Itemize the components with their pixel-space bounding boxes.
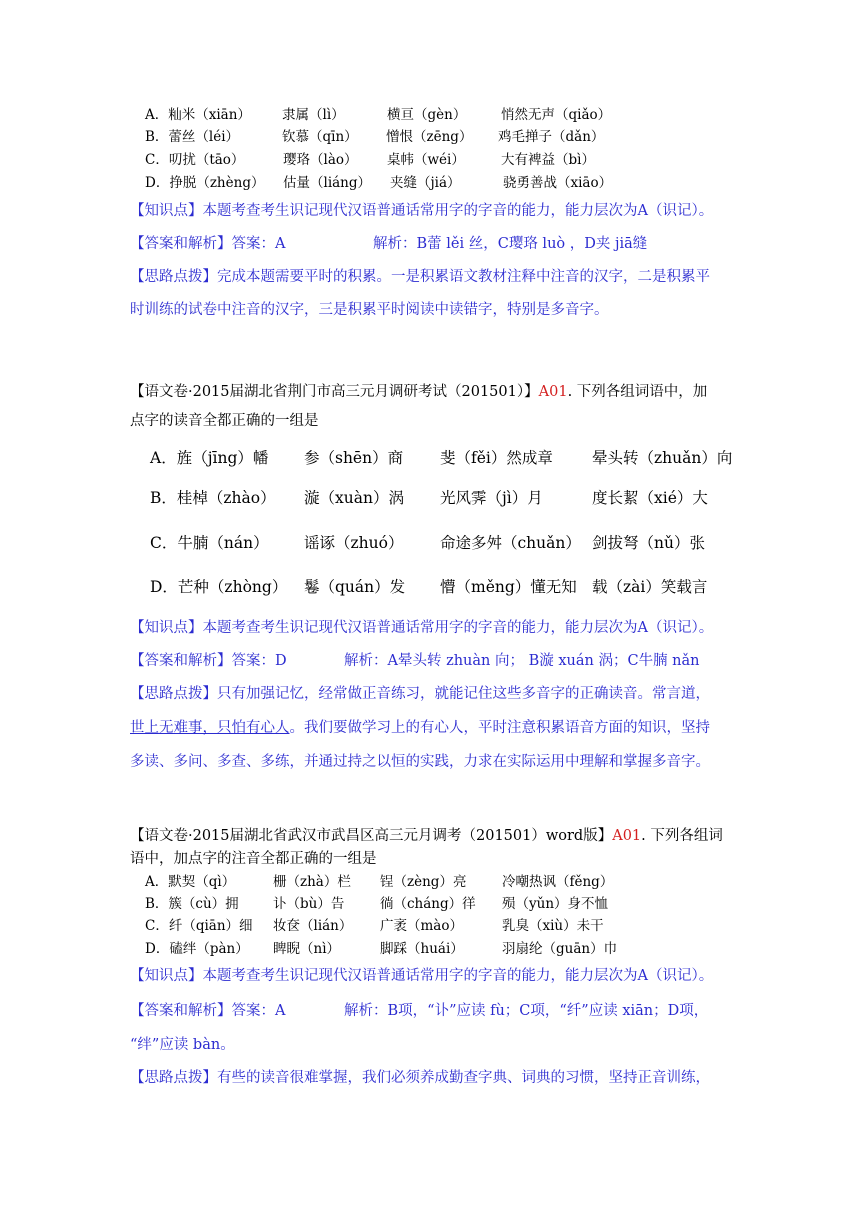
option-item: 光风霁（jì）月	[440, 489, 543, 507]
knowledge-text: 本题考查考生识记现代汉语普通话常用字的字音的能力，能力层次为A（识记）。	[202, 203, 714, 219]
knowledge-label: 【知识点】	[130, 620, 203, 636]
option-item: 脚踩（huái）	[380, 941, 464, 957]
option-item: 晕头转（zhuǎn）向	[592, 449, 733, 467]
tips-continued	[130, 721, 710, 736]
knowledge-text: 本题考查考生识记现代汉语普通话常用字的字音的能力，能力层次为A（识记）。	[202, 620, 714, 636]
analysis-text: 解析：B蕾 lěi 丝，C璎珞 luò ，D夹 jiā缝	[373, 236, 648, 252]
question-text: . 下列各组词	[641, 828, 723, 844]
option-item: 度长絜（xié）大	[592, 489, 708, 507]
option-item: C．叨扰（tāo）	[145, 152, 245, 168]
option-item: D．挣脱（zhèng）	[145, 175, 265, 191]
option-item: 睥睨（nì）	[273, 941, 341, 957]
tips-text: 有些的读音很难掌握，我们必须养成勤查字典、词典的习惯，坚持正音训练，	[217, 1070, 710, 1086]
option-item: 栅（zhà）栏	[273, 874, 351, 890]
question-code: A01	[612, 828, 642, 844]
question-text: . 下列各组词语中，加	[567, 384, 708, 400]
option-item: 鬈（quán）发	[304, 578, 406, 596]
option-item: B．桂棹（zhào）	[150, 489, 276, 507]
option-item: 殒（yǔn）身不恤	[502, 896, 609, 912]
analysis-text: 解析：B项，“讣”应读 fù；C项，“纤”应读 xiān；D项，	[344, 1003, 709, 1019]
option-item: 谣诼（zhuó）	[304, 534, 404, 552]
option-item: 斐（fěi）然成章	[440, 449, 553, 467]
option-item: C．牛腩（nán）	[150, 534, 269, 552]
answer-text: 答案：D	[231, 653, 287, 669]
option-item: 估量（liáng）	[283, 175, 372, 191]
tips	[130, 687, 710, 702]
option-item: 剑拔弩（nǔ）张	[592, 534, 705, 552]
option-item: 载（zài）笑载言	[592, 578, 708, 596]
tips	[130, 1071, 710, 1086]
option-item: 懵（měng）懂无知	[440, 578, 577, 596]
option-item: 隶属（lì）	[282, 107, 345, 123]
analysis-continued: “绊”应读 bàn。	[130, 1037, 235, 1053]
tips	[130, 270, 710, 285]
answer-text: 答案：A	[231, 236, 286, 252]
tips-label: 【思路点拨】	[130, 269, 217, 285]
tips-label: 【思路点拨】	[130, 1070, 217, 1086]
option-item: 妆奁（lián）	[273, 918, 353, 934]
tips-text: 。我们要做学习上的有心人，平时注意积累语音方面的知识，坚持	[289, 720, 710, 736]
analysis-text: 解析：A晕头转 zhuàn 向； B漩 xuán 涡；C牛腩 nǎn	[344, 653, 700, 669]
answer-analysis	[130, 1003, 709, 1019]
knowledge-label: 【知识点】	[130, 203, 203, 219]
question-source: 【语文卷·2015届湖北省武汉市武昌区高三元月调考（201501）word版】	[130, 828, 613, 844]
option-item: A．籼米（xiān）	[145, 107, 251, 123]
knowledge-point	[130, 204, 713, 219]
tips-text: 只有加强记忆，经常做正音练习，就能记住这些多音字的正确读音。常言道，	[217, 686, 710, 702]
question-header	[130, 385, 707, 400]
question-header	[130, 829, 723, 844]
option-item: 鸡毛掸子（dǎn）	[498, 129, 605, 145]
option-item: 夹缝（jiá）	[390, 175, 461, 191]
option-item: 乳臭（xiù）未干	[502, 918, 604, 934]
option-item: 璎珞（lào）	[283, 152, 358, 168]
option-item: 悄然无声（qiǎo）	[501, 107, 612, 123]
answer-text: 答案：A	[231, 1003, 286, 1019]
option-item: 命途多舛（chuǎn）	[440, 534, 581, 552]
option-item: 冷嘲热讽（fěng）	[502, 874, 614, 890]
option-item: B．簇（cù）拥	[145, 896, 239, 912]
option-item: 憎恨（zēng）	[386, 129, 473, 145]
option-item: D．磕绊（pàn）	[145, 941, 249, 957]
question-source: 【语文卷·2015届湖北省荆门市高三元月调研考试（201501）】	[130, 384, 539, 400]
knowledge-label: 【知识点】	[130, 968, 203, 984]
tips-label: 【思路点拨】	[130, 686, 217, 702]
option-item: A．旌（jīng）幡	[150, 449, 269, 467]
knowledge-point	[130, 621, 713, 636]
knowledge-text: 本题考查考生识记现代汉语普通话常用字的字音的能力，能力层次为A（识记）。	[202, 968, 714, 984]
question-text-continued: 语中，加点字的注音全都正确的一组是	[130, 851, 377, 867]
option-item: 讣（bù）告	[273, 896, 345, 912]
answer-label: 【答案和解析】	[130, 653, 232, 669]
tips-continued: 多读、多问、多查、多练，并通过持之以恒的实践，力求在实际运用中理解和掌握多音字。	[130, 754, 710, 770]
option-item: 羽扇纶（guān）巾	[502, 941, 618, 957]
option-item: 桌帏（wéi）	[387, 152, 465, 168]
option-item: B．蕾丝（léi）	[145, 129, 240, 145]
answer-label: 【答案和解析】	[130, 236, 232, 252]
option-item: 钦慕（qīn）	[282, 129, 358, 145]
answer-analysis	[130, 653, 700, 669]
option-item: 骁勇善战（xiāo）	[503, 175, 613, 191]
tips-text: 完成本题需要平时的积累。一是积累语文教材注释中注音的汉字，二是积累平	[217, 269, 710, 285]
option-item: 横亘（gèn）	[387, 107, 467, 123]
answer-label: 【答案和解析】	[130, 1003, 232, 1019]
option-item: D．芒种（zhòng）	[150, 578, 288, 596]
option-item: 广袤（mào）	[380, 918, 463, 934]
option-item: C．纤（qiān）细	[145, 918, 253, 934]
tips-continued: 时训练的试卷中注音的汉字，三是积累平时阅读中读错字，特别是多音字。	[130, 302, 609, 318]
option-item: 锃（zèng）亮	[380, 874, 467, 890]
tips-quote: 世上无难事，只怕有心人	[130, 720, 290, 736]
question-text-continued: 点字的读音全都正确的一组是	[130, 413, 319, 429]
question-code: A01	[538, 384, 568, 400]
option-item: 徜（cháng）徉	[380, 896, 476, 912]
answer-analysis	[130, 236, 648, 252]
option-item: 参（shēn）商	[304, 449, 404, 467]
option-item: 漩（xuàn）涡	[304, 489, 404, 507]
knowledge-point	[130, 969, 713, 984]
option-item: A．默契（qì）	[145, 874, 236, 890]
option-item: 大有裨益（bì）	[501, 152, 595, 168]
